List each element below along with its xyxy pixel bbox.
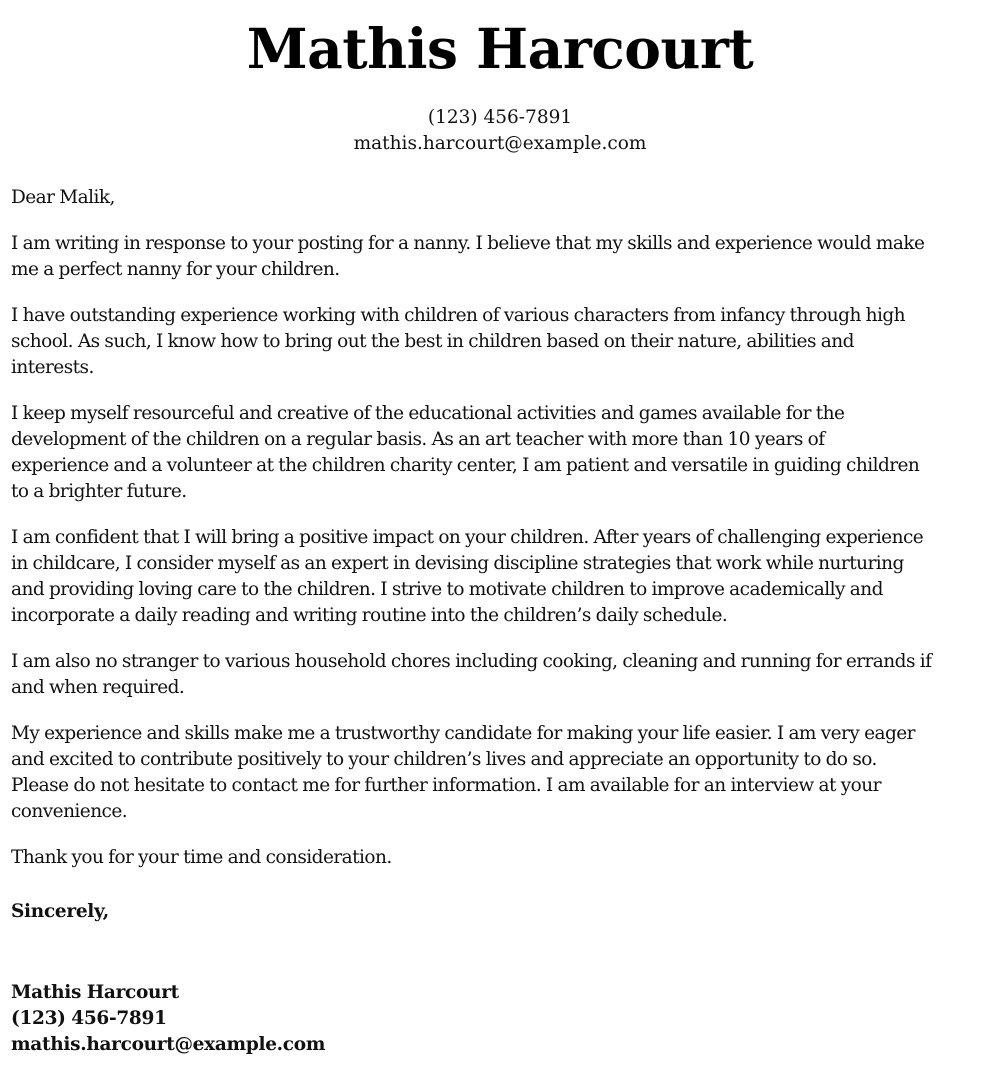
paragraph-3	[11, 401, 996, 505]
paragraph-line: I am also no stranger to various household chores including cooking, cleaning and running for errands if	[11, 651, 932, 672]
paragraph-1	[11, 231, 996, 283]
paragraph-line: I am writing in response to your posting for a nanny. I believe that my skills and experience would make	[11, 233, 925, 254]
paragraph-line: and providing loving care to the children. I strive to motivate children to improve academically and	[11, 579, 883, 600]
paragraph-line: me a perfect nanny for your children.	[11, 259, 340, 280]
paragraph-line: in childcare, I consider myself as an expert in devising discipline strategies that work while nurturing	[11, 553, 904, 574]
paragraph-line: incorporate a daily reading and writing routine into the children’s daily schedule.	[11, 605, 728, 626]
closing-text: Sincerely,	[11, 901, 109, 922]
paragraph-line: I have outstanding experience working with children of various characters from infancy through high	[11, 305, 906, 326]
contact-email: mathis.harcourt@example.com	[353, 133, 647, 154]
paragraph-line: I keep myself resourceful and creative of the educational activities and games available for the	[11, 403, 845, 424]
paragraph-line: to a brighter future.	[11, 481, 187, 502]
signature-phone: (123) 456-7891	[11, 1008, 167, 1029]
salutation	[11, 185, 996, 211]
paragraph-line: experience and a volunteer at the children charity center, I am patient and versatile in guiding children	[11, 455, 920, 476]
closing	[11, 899, 996, 925]
paragraph-line: school. As such, I know how to bring out the best in children based on their nature, abilities and	[11, 331, 854, 352]
applicant-name-heading: Mathis Harcourt	[246, 16, 754, 81]
paragraph-4	[11, 525, 996, 629]
contact-info	[0, 105, 1000, 157]
paragraph-2	[11, 303, 996, 381]
signature-block	[11, 980, 996, 1058]
paragraph-line: I am confident that I will bring a positive impact on your children. After years of challenging experience	[11, 527, 924, 548]
salutation-text: Dear Malik,	[11, 187, 115, 208]
signature-name: Mathis Harcourt	[11, 982, 179, 1003]
paragraph-line: My experience and skills make me a trustworthy candidate for making your life easier. I am very eager	[11, 723, 915, 744]
paragraph-line: interests.	[11, 357, 94, 378]
paragraph-line: Please do not hesitate to contact me for further information. I am available for an interview at your	[11, 775, 881, 796]
paragraph-line: development of the children on a regular basis. As an art teacher with more than 10 years of	[11, 429, 825, 450]
paragraph-7	[11, 845, 996, 871]
signature-email: mathis.harcourt@example.com	[11, 1034, 326, 1055]
paragraph-line: Thank you for your time and consideration.	[11, 847, 392, 868]
paragraph-5	[11, 649, 996, 701]
paragraph-line: and when required.	[11, 677, 185, 698]
contact-phone: (123) 456-7891	[427, 107, 573, 128]
paragraph-6	[11, 721, 996, 825]
paragraph-line: and excited to contribute positively to your children’s lives and appreciate an opportunity to do so.	[11, 749, 877, 770]
paragraph-line: convenience.	[11, 801, 128, 822]
